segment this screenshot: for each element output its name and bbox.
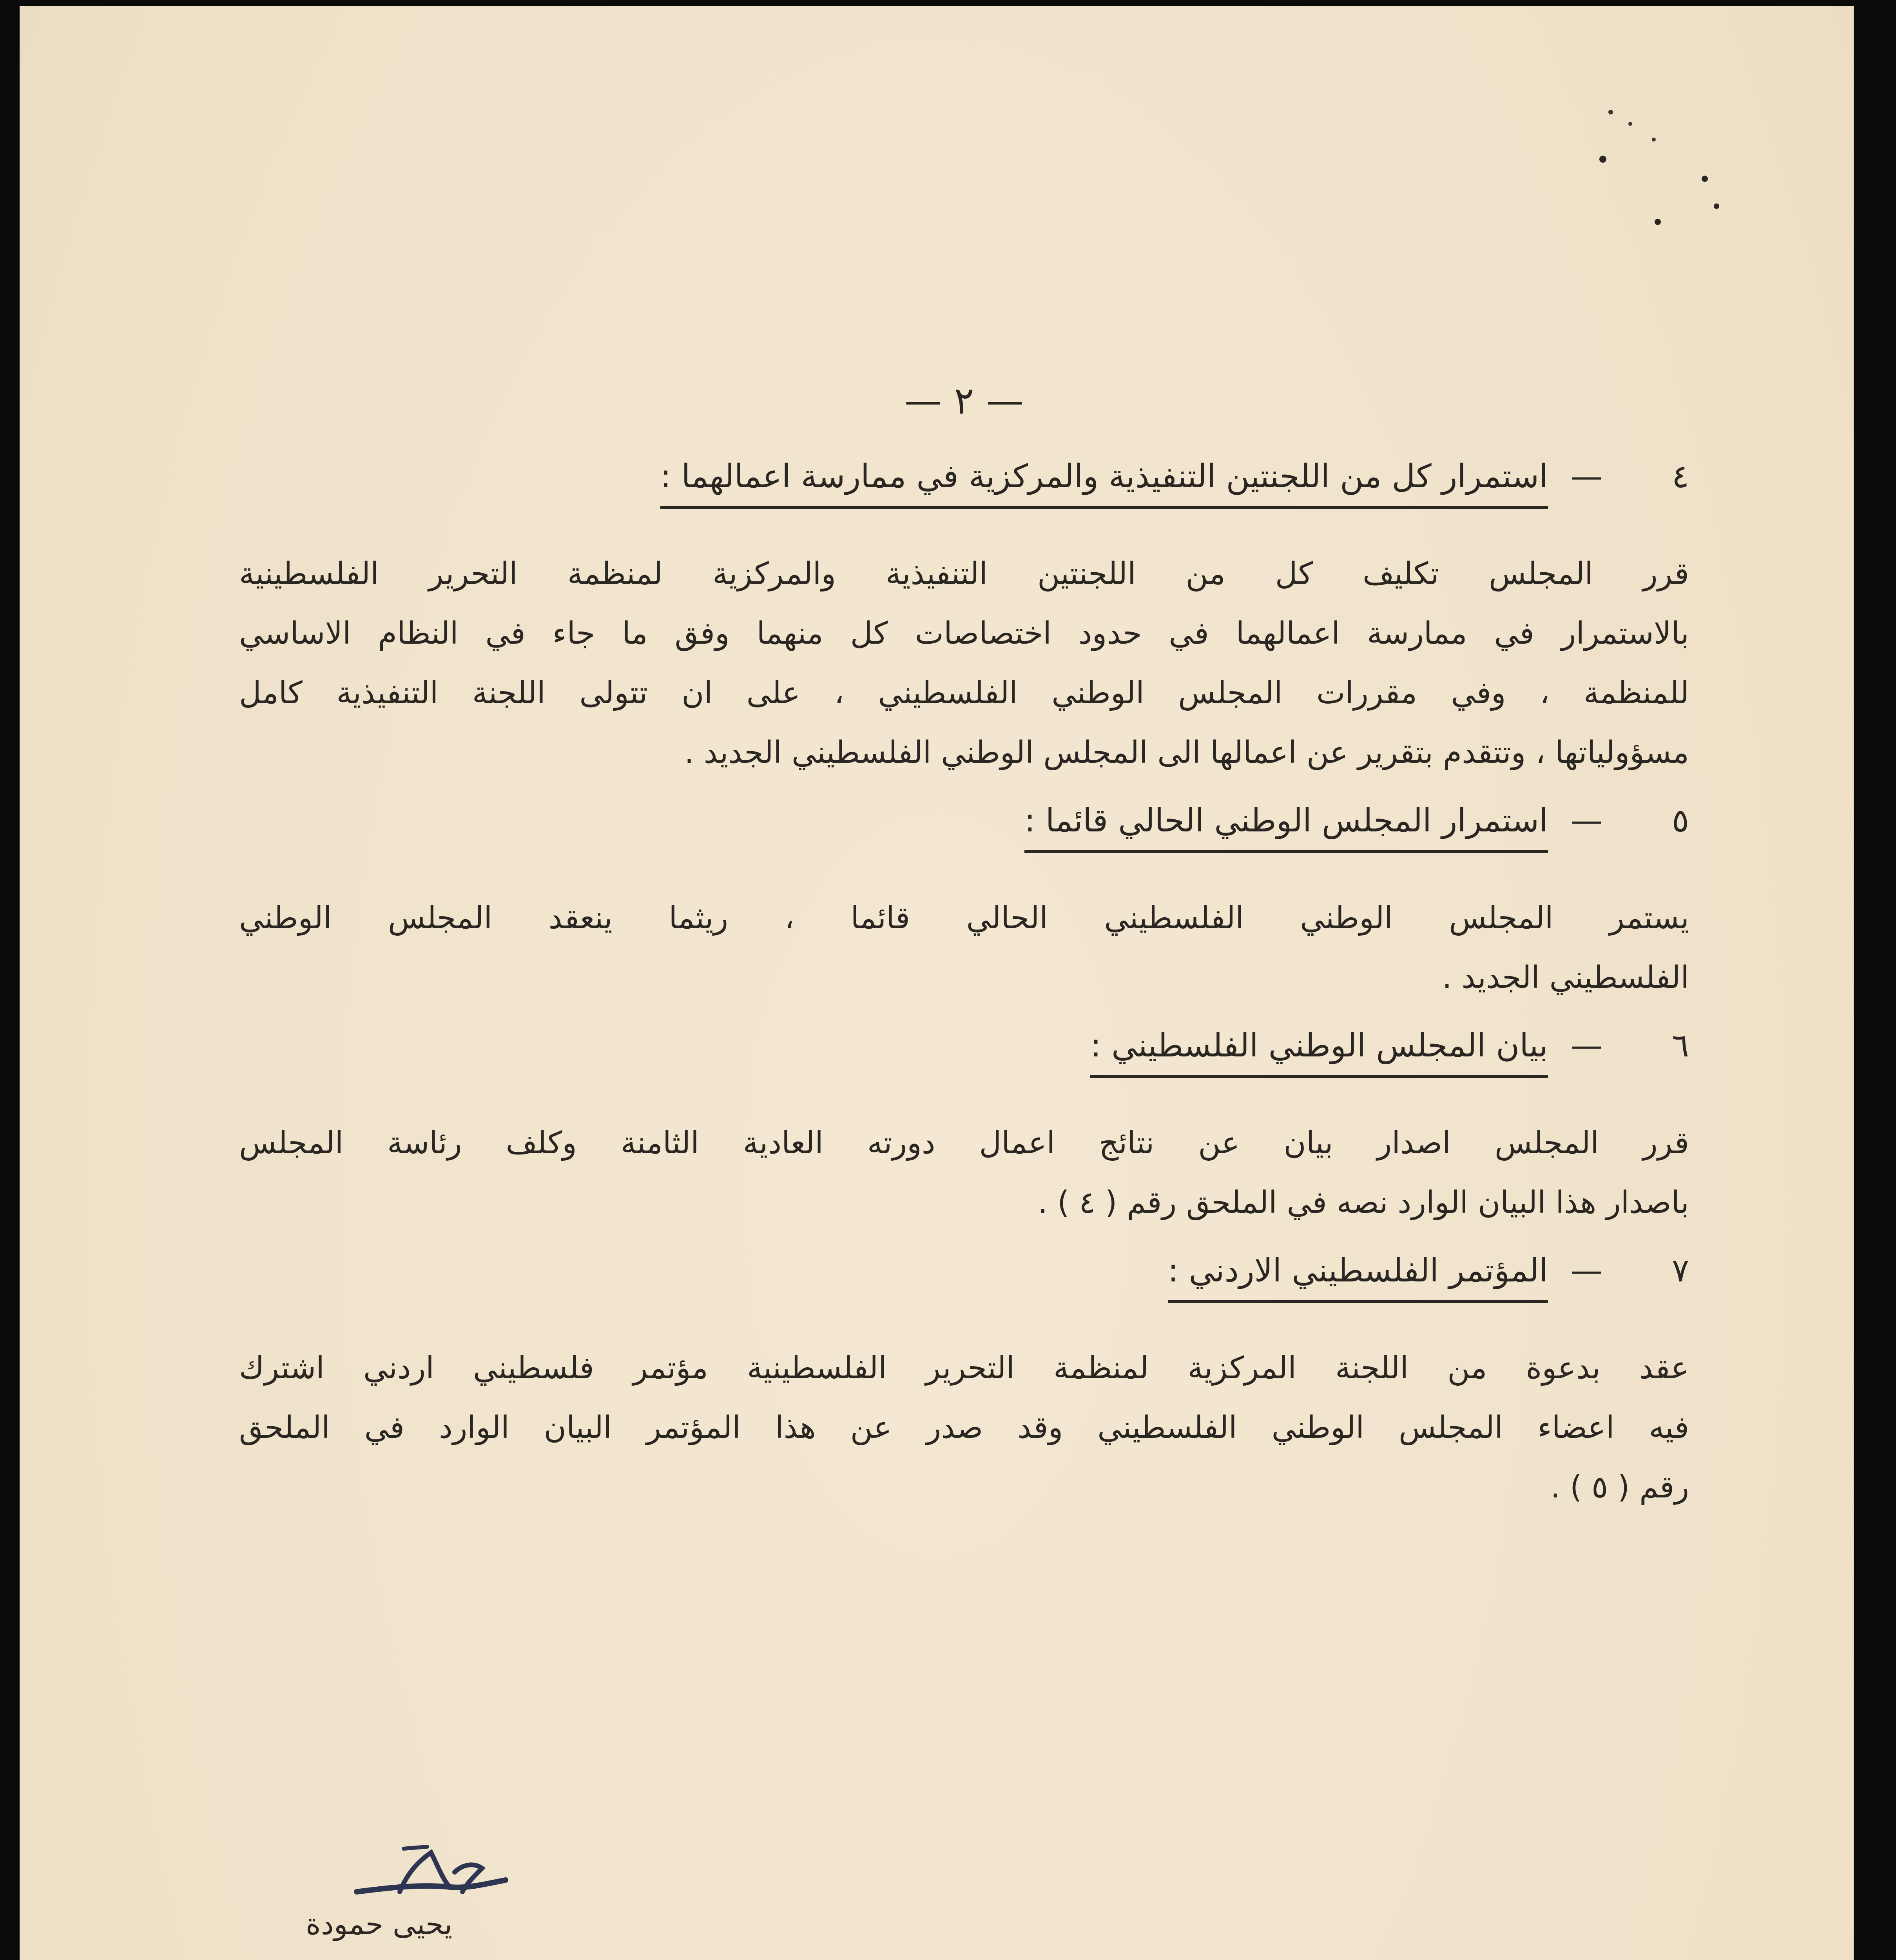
signatory-name: يحيى حمودة — [306, 1907, 453, 1941]
section-number: ٥ — [1671, 802, 1689, 839]
page-number: — ٢ — — [904, 379, 1024, 423]
paragraph-line: رقم ( ٥ ) . — [1550, 1470, 1689, 1505]
section-dash: — — [1571, 1252, 1603, 1289]
section-paragraph — [239, 1338, 1689, 1517]
section-number: ٧ — [1671, 1252, 1689, 1289]
section-number: ٤ — [1671, 458, 1689, 495]
paragraph-line: عقد بدعوة من اللجنة المركزية لمنظمة التحرير الفلسطينية مؤتمر فلسطيني اردني اشترك — [239, 1350, 1689, 1386]
corner-pencil-marks — [1587, 96, 1752, 245]
section-title: المؤتمر الفلسطيني الاردني : — [1168, 1252, 1548, 1303]
paragraph-line: فيه اعضاء المجلس الوطني الفلسطيني وقد صدر عن هذا المؤتمر البيان الوارد في الملحق — [239, 1410, 1689, 1445]
section-dash: — — [1571, 802, 1603, 839]
signature-block — [263, 1825, 850, 1960]
section-paragraph — [239, 1113, 1689, 1232]
document-body — [239, 379, 1689, 1537]
paragraph-line: باصدار هذا البيان الوارد نصه في الملحق رقم ( ٤ ) . — [1038, 1185, 1689, 1220]
section-title: استمرار كل من اللجنتين التنفيذية والمركزية في ممارسة اعمالهما : — [660, 458, 1548, 509]
paragraph-line: قرر المجلس تكليف كل من اللجنتين التنفيذية والمركزية لمنظمة التحرير الفلسطينية — [239, 556, 1689, 592]
section-paragraph — [239, 888, 1689, 1007]
section-title: استمرار المجلس الوطني الحالي قائما : — [1024, 802, 1548, 853]
section-dash: — — [1571, 458, 1603, 495]
paragraph-line: يستمر المجلس الوطني الفلسطيني الحالي قائما ، ريثما ينعقد المجلس الوطني — [239, 900, 1689, 936]
section-title: بيان المجلس الوطني الفلسطيني : — [1090, 1027, 1548, 1078]
paragraph-line: الفلسطيني الجديد . — [1442, 960, 1689, 995]
paragraph-line: بالاستمرار في ممارسة اعمالهما في حدود اختصاصات كل منهما وفق ما جاء في النظام الاساسي — [239, 616, 1689, 651]
document-page — [20, 6, 1854, 1960]
paragraph-line: للمنظمة ، وفي مقررات المجلس الوطني الفلسطيني ، على ان تتولى اللجنة التنفيذية كامل — [239, 675, 1689, 711]
paragraph-line: مسؤولياتها ، وتتقدم بتقرير عن اعمالها الى المجلس الوطني الفلسطيني الجديد . — [684, 735, 1689, 770]
paragraph-line: قرر المجلس اصدار بيان عن نتائج اعمال دورته العادية الثامنة وكلف رئاسة المجلس — [239, 1125, 1689, 1161]
section-number: ٦ — [1671, 1027, 1689, 1064]
section-heading — [239, 802, 1689, 853]
section-heading — [239, 458, 1689, 509]
section-paragraph — [239, 544, 1689, 782]
section-heading — [239, 1027, 1689, 1078]
section-heading — [239, 1252, 1689, 1303]
section-dash: — — [1571, 1027, 1603, 1064]
